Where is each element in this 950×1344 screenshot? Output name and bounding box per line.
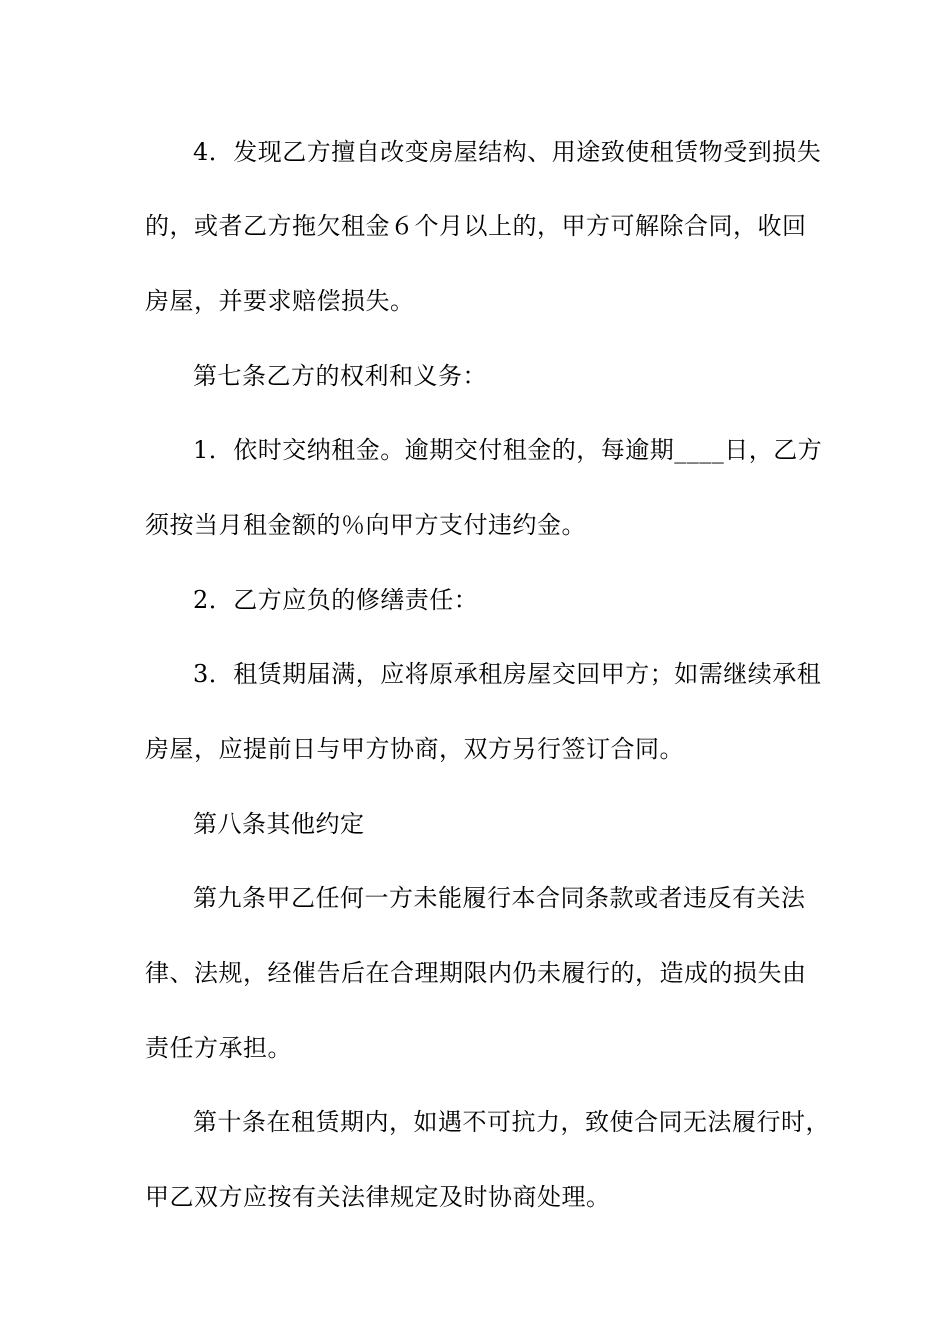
article-10-line-1: 第十条在租赁期内，如遇不可抗力，致使合同无法履行时， [193, 1108, 830, 1136]
article-8-heading: 第八条其他约定 [193, 810, 365, 838]
clause-6-4-line-1: 4．发现乙方擅自改变房屋结构、用途致使租赁物受到损失 [193, 138, 822, 166]
article-9-line-2: 律、法规，经催告后在合理期限内仍未履行的，造成的损失由 [145, 959, 807, 987]
article-9-line-3: 责任方承担。 [145, 1034, 292, 1062]
clause-7-3-line-1: 3．租赁期届满，应将原承租房屋交回甲方；如需继续承租 [193, 660, 822, 688]
clause-7-1-line-2: 须按当月租金额的％向甲方支付违约金。 [145, 511, 586, 539]
clause-7-1-line-1: 1．依时交纳租金。逾期交付租金的，每逾期____日，乙方 [193, 436, 823, 464]
clause-6-4-line-2: 的，或者乙方拖欠租金６个月以上的，甲方可解除合同，收回 [145, 212, 807, 240]
clause-7-2: 2．乙方应负的修缮责任： [193, 586, 479, 614]
clause-7-3-line-2: 房屋，应提前日与甲方协商，双方另行签订合同。 [145, 735, 684, 763]
article-7-heading: 第七条乙方的权利和义务： [193, 362, 487, 390]
article-10-line-2: 甲乙双方应按有关法律规定及时协商处理。 [145, 1183, 611, 1211]
clause-6-4-line-3: 房屋，并要求赔偿损失。 [145, 287, 415, 315]
article-9-line-1: 第九条甲乙任何一方未能履行本合同条款或者违反有关法 [193, 884, 806, 912]
